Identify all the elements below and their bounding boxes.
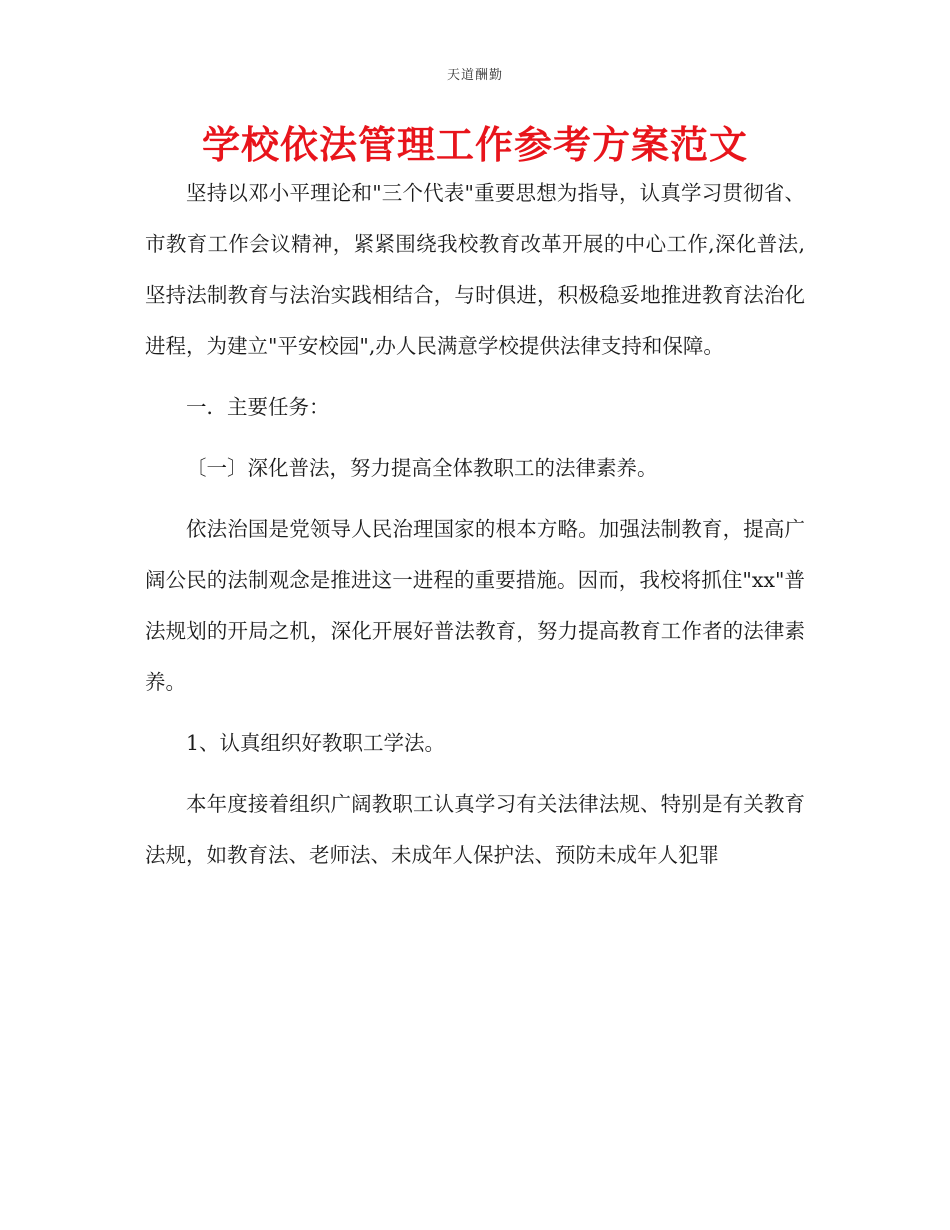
page-header: 天道酬勤	[446, 68, 503, 83]
document-body	[145, 168, 805, 891]
subsection-heading-1: 〔一〕深化普法，努力提高全体教职工的法律素养。	[186, 456, 658, 480]
paragraph-rule-of-law: 依法治国是党领导人民治理国家的根本方略。加强法制教育，提高广阔公民的法制观念是推进这一进程的重要措施。因而，我校将抓住"xx"普法规划的开局之机，深化开展好普法教育，努力提高教育工作者的法律素养。	[145, 517, 805, 694]
paragraph-intro: 坚持以邓小平理论和"三个代表"重要思想为指导，认真学习贯彻省、市教育工作会议精神，紧紧围绕我校教育改革开展的中心工作,深化普法,坚持法制教育与法治实践相结合，与时俱进，积极稳妥地推进教育法治化进程，为建立"平安校园",办人民满意学校提供法律支持和保障。	[145, 181, 805, 358]
document-title: 学校依法管理工作参考方案范文	[201, 122, 748, 167]
paragraph-annual-study: 本年度接着组织广阔教职工认真学习有关法律法规、特别是有关教育法规，如教育法、老师法、未成年人保护法、预防未成年人犯罪	[145, 792, 805, 867]
section-heading-main-tasks: 一．主要任务：	[186, 395, 330, 419]
item-heading-1: 1、认真组织好教职工学法。	[186, 731, 446, 755]
